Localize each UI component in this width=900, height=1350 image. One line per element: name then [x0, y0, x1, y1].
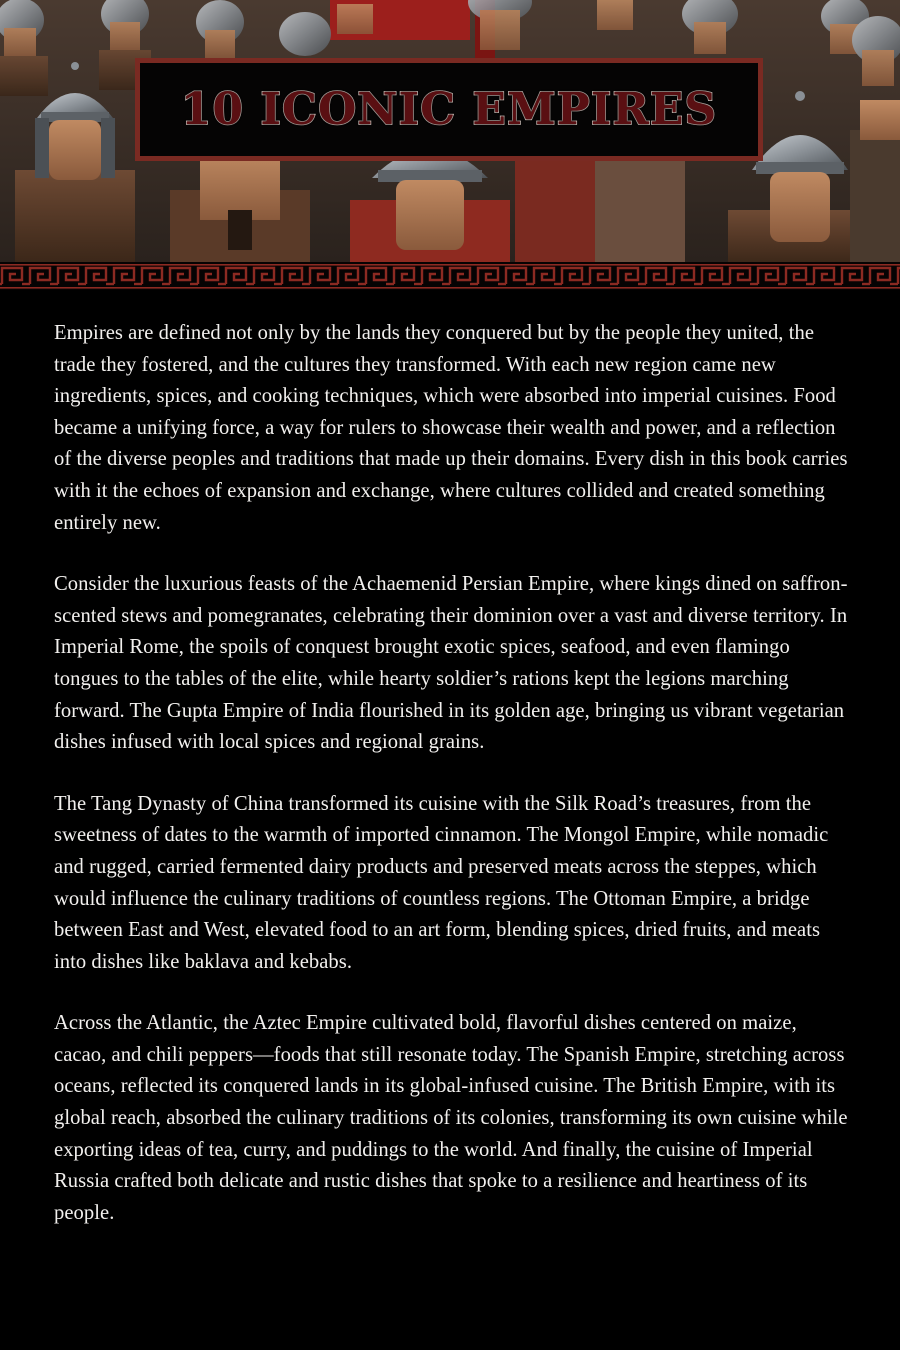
page-title: 10 ICONIC EMPIRES: [180, 84, 718, 135]
paragraph-3: The Tang Dynasty of China transformed its cuisine with the Silk Road’s treasures, from the sweetness of dates to the warmth of imported cinnamon. The Mongol Empire, while nomadic and rugged, carried fermented dairy products and preserved meats across the steppes, which would influence the culinary traditions of countless regions. The Ottoman Empire, a bridge between East and West, elevated food to an art form, blending spices, dried fruits, and meats into dishes like baklava and kebabs.: [54, 792, 829, 973]
meander-border: [0, 262, 900, 290]
greek-key-pattern: [0, 262, 900, 290]
paragraph-4: Across the Atlantic, the Aztec Empire cultivated bold, flavorful dishes centered on maize, cacao, and chili peppers—foods that still resonate today. The Spanish Empire, stretching across oceans, reflected its conquered lands in its global-infused cuisine. The British Empire, with its global reach, absorbed the culinary traditions of its colonies, transforming its own cuisine while exporting ideas of tea, curry, and puddings to the world. And finally, the cuisine of Imperial Russia crafted both delicate and rustic dishes that spoke to a resilience and heartiness of its people.: [54, 1012, 848, 1224]
paragraph-2: Consider the luxurious feasts of the Achaemenid Persian Empire, where kings dined on saffron-scented stews and pomegranates, celebrating their dominion over a vast and diverse territory. In Imperial Rome, the spoils of conquest brought exotic spices, seafood, and even flamingo tongues to the tables of the elite, while hearty soldier’s rations kept the legions marching forward. The Gupta Empire of India flourished in its golden age, bringing us vibrant vegetarian dishes infused with local spices and regional grains.: [54, 573, 848, 754]
article-body: [54, 318, 854, 1259]
paragraph-1: Empires are defined not only by the lands they conquered but by the people they united, the trade they fostered, and the cultures they transformed. With each new region came new ingredients, spices, and cooking techniques, which were absorbed into imperial cuisines. Food became a unifying force, a way for rulers to showcase their wealth and power, and a reflection of the diverse peoples and traditions that made up their domains. Every dish in this book carries with it the echoes of expansion and exchange, where cultures collided and created something entirely new.: [54, 322, 848, 534]
hero-image: [0, 0, 900, 262]
title-banner: [135, 58, 763, 161]
